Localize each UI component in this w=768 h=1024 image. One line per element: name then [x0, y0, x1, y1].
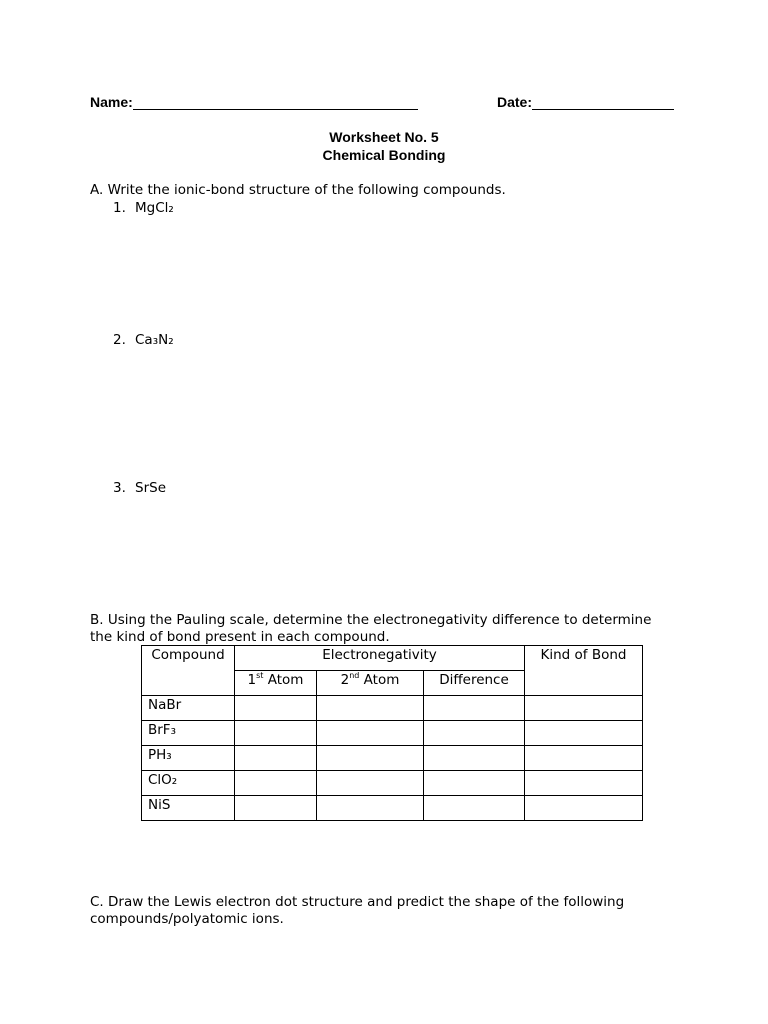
table-header-kind-of-bond: Kind of Bond	[525, 646, 643, 696]
difference-cell[interactable]	[424, 746, 525, 771]
table-row	[142, 746, 643, 771]
second-atom-cell[interactable]	[317, 746, 424, 771]
name-label: Name:	[90, 94, 133, 110]
section-b-instruction	[90, 612, 651, 646]
worksheet-subtitle: Chemical Bonding	[322, 147, 446, 163]
section-c-instruction	[90, 894, 624, 928]
item-number: 1.	[113, 200, 126, 216]
item-compound: MgCl₂	[135, 200, 174, 216]
section-c-instruction-line-1: C. Draw the Lewis electron dot structure and predict the shape of the following	[90, 894, 625, 910]
date-field	[497, 94, 674, 110]
first-atom-num: 1	[247, 672, 257, 688]
item-compound: Ca₃N₂	[135, 332, 174, 348]
first-atom-rest: Atom	[263, 672, 304, 688]
second-atom-rest: Atom	[359, 672, 400, 688]
difference-cell[interactable]	[424, 771, 525, 796]
kind-of-bond-cell[interactable]	[525, 746, 643, 771]
name-field	[90, 94, 418, 110]
section-b-instruction-line-1: B. Using the Pauling scale, determine the electronegativity difference to determine	[90, 612, 652, 628]
item-number: 2.	[113, 332, 126, 348]
table-row	[142, 721, 643, 746]
compound-cell: PH₃	[142, 746, 235, 771]
second-atom-cell[interactable]	[317, 796, 424, 821]
table-header-compound: Compound	[142, 646, 235, 696]
date-blank-line[interactable]	[532, 97, 674, 110]
first-atom-sup: st	[256, 671, 264, 680]
first-atom-cell[interactable]	[235, 696, 317, 721]
section-a-instruction: A. Write the ionic-bond structure of the following compounds.	[90, 182, 506, 198]
worksheet-title: Worksheet No. 5	[329, 129, 439, 145]
difference-cell[interactable]	[424, 796, 525, 821]
kind-of-bond-cell[interactable]	[525, 796, 643, 821]
first-atom-cell[interactable]	[235, 721, 317, 746]
second-atom-cell[interactable]	[317, 696, 424, 721]
section-a-item-2	[113, 332, 174, 348]
table-row	[142, 796, 643, 821]
compound-cell: BrF₃	[142, 721, 235, 746]
compound-cell: NaBr	[142, 696, 235, 721]
name-blank-line[interactable]	[133, 97, 418, 110]
second-atom-sup: nd	[349, 671, 360, 680]
first-atom-cell[interactable]	[235, 796, 317, 821]
section-a-item-3	[113, 480, 166, 496]
difference-cell[interactable]	[424, 696, 525, 721]
section-a-item-1	[113, 200, 174, 216]
table-row	[142, 771, 643, 796]
item-compound: SrSe	[135, 480, 166, 496]
compound-cell: NiS	[142, 796, 235, 821]
section-b-instruction-line-2: the kind of bond present in each compound.	[90, 629, 390, 645]
compound-cell: ClO₂	[142, 771, 235, 796]
second-atom-cell[interactable]	[317, 771, 424, 796]
second-atom-num: 2	[340, 672, 350, 688]
first-atom-cell[interactable]	[235, 746, 317, 771]
second-atom-cell[interactable]	[317, 721, 424, 746]
table-header-electronegativity: Electronegativity	[235, 646, 525, 671]
first-atom-cell[interactable]	[235, 771, 317, 796]
table-header-first-atom	[235, 671, 317, 696]
date-label: Date:	[497, 94, 533, 110]
kind-of-bond-cell[interactable]	[525, 696, 643, 721]
kind-of-bond-cell[interactable]	[525, 721, 643, 746]
table-header-difference: Difference	[424, 671, 525, 696]
table-header-second-atom	[317, 671, 424, 696]
electronegativity-table	[141, 645, 643, 821]
kind-of-bond-cell[interactable]	[525, 771, 643, 796]
section-c-instruction-line-2: compounds/polyatomic ions.	[90, 911, 284, 927]
difference-cell[interactable]	[424, 721, 525, 746]
item-number: 3.	[113, 480, 126, 496]
table-row	[142, 696, 643, 721]
